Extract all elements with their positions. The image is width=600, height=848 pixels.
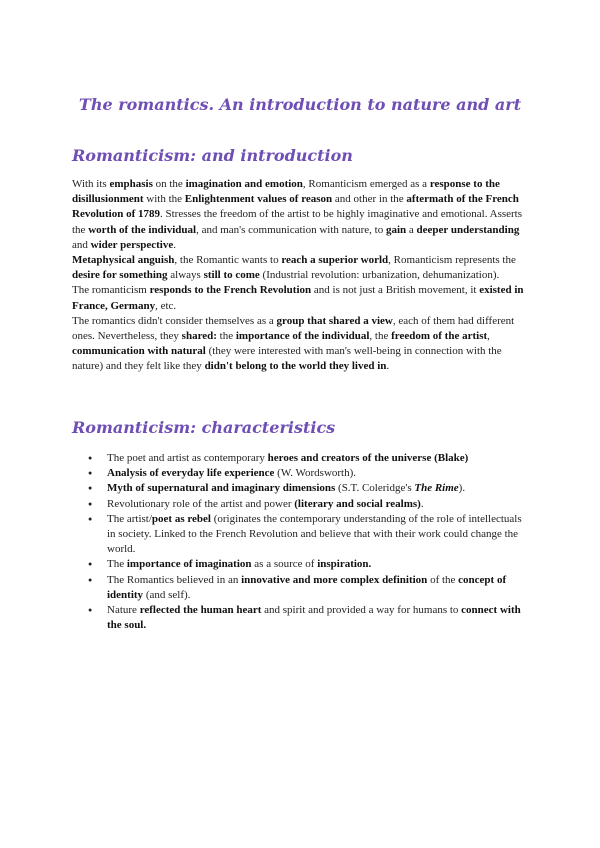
intro-paragraph-4: The romantics didn't consider themselves as a group that shared a view, each of them had different ones. Nevertheless, they shared: the importance of the individual, the freedom of the artist, communication with natural (they were interested with man's well-being in connection with the nature) and they felt like they didn't belong to the world they lived in. — [72, 314, 515, 373]
list-item: ● Revolutionary role of the artist and power (literary and social realms). — [72, 497, 528, 512]
list-item: ● The artist/poet as rebel (originates the contemporary understanding of the role of intellectuals in society. Linked to the French Revolution and believe that with their work could change the world. — [72, 512, 528, 558]
list-item: ● Myth of supernatural and imaginary dimensions (S.T. Coleridge's The Rime). — [72, 481, 528, 496]
list-item: ● Nature reflected the human heart and spirit and provided a way for humans to connect with the soul. — [72, 603, 528, 633]
document-title: The romantics. An introduction to nature and art — [78, 95, 522, 114]
characteristics-heading: Romanticism: characteristics — [72, 418, 336, 437]
list-item: ● The Romantics believed in an innovative and more complex definition of the concept of identity (and self). — [72, 573, 528, 603]
list-item: ● Analysis of everyday life experience (W. Wordsworth). — [72, 466, 528, 481]
list-item: ● The poet and artist as contemporary heroes and creators of the universe (Blake) — [72, 451, 528, 466]
intro-body — [72, 177, 528, 375]
intro-paragraph-2: Metaphysical anguish, the Romantic wants to reach a superior world, Romanticism represents the desire for something always still to come (Industrial revolution: urbanization, dehumanization). — [72, 254, 516, 282]
characteristics-list — [72, 451, 528, 633]
intro-paragraph-1: With its emphasis on the imagination and emotion, Romanticism emerged as a response to the disillusionment with the Enlightenment values of reason and other in the aftermath of the French Revolution of 1789. Stresses the freedom of the artist to be highly imaginative and emotional. Asserts the worth of the individual, and man's communication with nature, to gain a deeper understanding and wider perspective. — [72, 178, 523, 251]
list-item: ● The importance of imagination as a source of inspiration. — [72, 557, 528, 572]
intro-heading: Romanticism: and introduction — [72, 146, 353, 165]
intro-paragraph-3: The romanticism responds to the French Revolution and is not just a British movement, it existed in France, Germany, etc. — [72, 284, 524, 312]
